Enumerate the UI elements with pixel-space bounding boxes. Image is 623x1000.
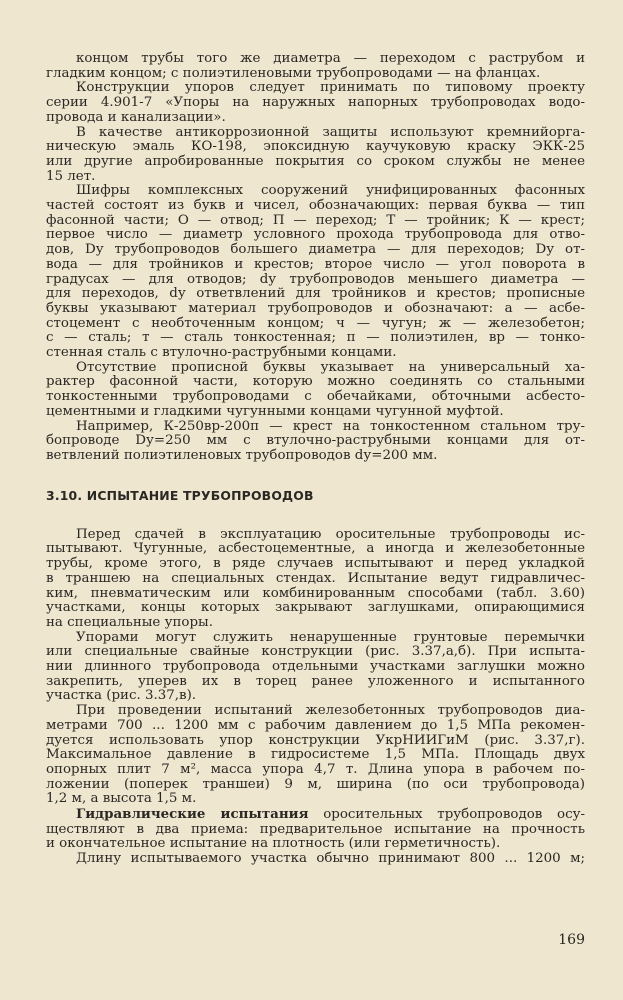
paragraph — [46, 52, 585, 81]
section-heading — [46, 488, 585, 504]
text-line: Конструкции упоров следует принимать по типовому проекту — [76, 80, 585, 96]
text-line: Например, К-250вр-200п — крест на тонкостенном стальном тру- — [76, 418, 585, 434]
text-line: ническую эмаль КО-198, эпоксидную каучуковую краску ЭКК-25 — [46, 139, 585, 155]
text-line: в траншею на специальных стендах. Испытание ведут гидравличес- — [46, 570, 585, 586]
paragraph — [46, 126, 585, 185]
text-line: гладким концом; с полиэтиленовыми трубопроводами — на фланцах. — [46, 65, 541, 81]
text-line: участками, концы которых закрывают заглушками, опирающимися — [46, 600, 585, 616]
text-line: ветвлений полиэтиленовых трубопроводов dу=200 мм. — [46, 447, 438, 463]
paragraph — [46, 704, 585, 807]
text-line: концом трубы того же диаметра — переходом с раструбом и — [76, 51, 585, 66]
spacer — [46, 504, 585, 528]
text-line: метрами 700 ... 1200 мм с рабочим давлением до 1,5 МПа рекомен- — [46, 717, 585, 733]
text-line: опорных плит 7 м², масса упора 4,7 т. Длина упора в рабочем по- — [46, 761, 585, 777]
text-line: 1,2 м, а высота 1,5 м. — [46, 791, 197, 807]
text-line: тонкостенными трубопроводами с обечайками, обточными асбесто- — [46, 389, 585, 405]
text-line: с — сталь; т — сталь тонкостенная; п — полиэтилен, вр — тонко- — [46, 330, 585, 346]
text-line: частей состоят из букв и чисел, обозначающих: первая буква — тип — [46, 198, 585, 214]
text-line: для переходов, dу ответвлений для тройников и крестов; прописные — [46, 286, 585, 302]
text-block-bottom — [46, 528, 585, 867]
text-line: цементными и гладкими чугунными концами чугунной муфтой. — [46, 403, 504, 419]
text-line: дов, Dу трубопроводов большего диаметра — для переходов; Dу от- — [46, 242, 585, 258]
text-line: вода — для тройников и крестов; второе число — угол поворота в — [46, 256, 585, 272]
text-line: или другие апробированные покрытия со сроком службы не менее — [46, 153, 585, 169]
text-line: или специальные свайные конструкции (рис. 3.37,а,б). При испыта- — [46, 644, 585, 660]
paragraph — [46, 81, 585, 125]
text-line: нии длинного трубопровода отдельными участками заглушки можно — [46, 659, 585, 675]
line-text: оросительных трубопроводов осу- — [308, 807, 585, 823]
text-line: фасонной части; О — отвод; П — переход; Т — тройник; К — крест; — [46, 212, 585, 228]
text-line: закрепить, уперев их в торец ранее уложенного и испытанного — [46, 673, 585, 689]
text-line: провода и канализации». — [46, 109, 226, 125]
paragraph — [46, 361, 585, 420]
text-line: Шифры комплексных сооружений унифицированных фасонных — [76, 183, 585, 199]
bold-term: Гидравлические испытания — [76, 806, 309, 823]
text-line: стенная сталь с втулочно-раструбными концами. — [46, 345, 397, 361]
text-line: 15 лет. — [46, 168, 96, 184]
paragraph — [46, 420, 585, 464]
text-line: Длину испытываемого участка обычно принимают 800 ... 1200 м; — [76, 851, 585, 867]
text-line: Максимальное давление в гидросистеме 1,5 МПа. Площадь двух — [46, 747, 585, 763]
text-line: буквы указывают материал трубопроводов и обозначают: а — асбе- — [46, 300, 585, 316]
text-line — [46, 807, 585, 823]
section-title: ИСПЫТАНИЕ ТРУБОПРОВОДОВ — [86, 487, 314, 503]
text-line: При проведении испытаний железобетонных трубопроводов диа- — [76, 703, 585, 719]
paragraph — [46, 184, 585, 360]
text-line: рактер фасонной части, которую можно соединять со стальными — [46, 374, 585, 390]
text-line: первое число — диаметр условного прохода трубопровода для отво- — [46, 227, 585, 243]
text-line: ложении (поперек траншеи) 9 м, ширина (по оси трубопровода) — [46, 776, 585, 792]
paragraph — [46, 528, 585, 631]
text-line: ществляют в два приема: предварительное испытание на прочность — [46, 821, 585, 837]
text-line: и окончательное испытание на плотность (или герметичность). — [46, 836, 501, 852]
text-line: стоцемент с необточенным концом; ч — чугун; ж — железобетон; — [46, 315, 585, 331]
page-number: 169 — [558, 932, 585, 948]
text-line: участка (рис. 3.37,в). — [46, 688, 197, 704]
spacer — [46, 464, 585, 488]
paragraph — [46, 807, 585, 852]
text-line: на специальные упоры. — [46, 614, 213, 630]
text-line: Упорами могут служить ненарушенные грунтовые перемычки — [76, 629, 585, 645]
text-line: бопроводе Dу=250 мм с втулочно-раструбными концами для от- — [46, 433, 585, 449]
text-line: пытывают. Чугунные, асбестоцементные, а иногда и железобетонные — [46, 541, 585, 557]
text-line: градусах — для отводов; dу трубопроводов меньшего диаметра — — [46, 271, 585, 287]
text-line: ким, пневматическим или комбинированным способами (табл. 3.60) — [46, 585, 585, 601]
paragraph — [46, 852, 585, 867]
text-line: Отсутствие прописной буквы указывает на универсальный ха- — [76, 359, 585, 375]
paragraph — [46, 631, 585, 705]
text-line: трубы, кроме этого, в ряде случаев испытывают и перед укладкой — [46, 556, 585, 572]
text-line: дуется использовать упор конструкции УкрНИИГиМ (рис. 3.37,г). — [46, 732, 585, 748]
section-number: 3.10. — [46, 487, 83, 503]
text-block-top — [46, 52, 585, 464]
text-line: серии 4.901-7 «Упоры на наружных напорных трубопроводах водо- — [46, 95, 585, 111]
text-line: В качестве антикоррозионной защиты используют кремнийорга- — [76, 124, 585, 140]
text-line: Перед сдачей в эксплуатацию оросительные трубопроводы ис- — [76, 526, 585, 542]
